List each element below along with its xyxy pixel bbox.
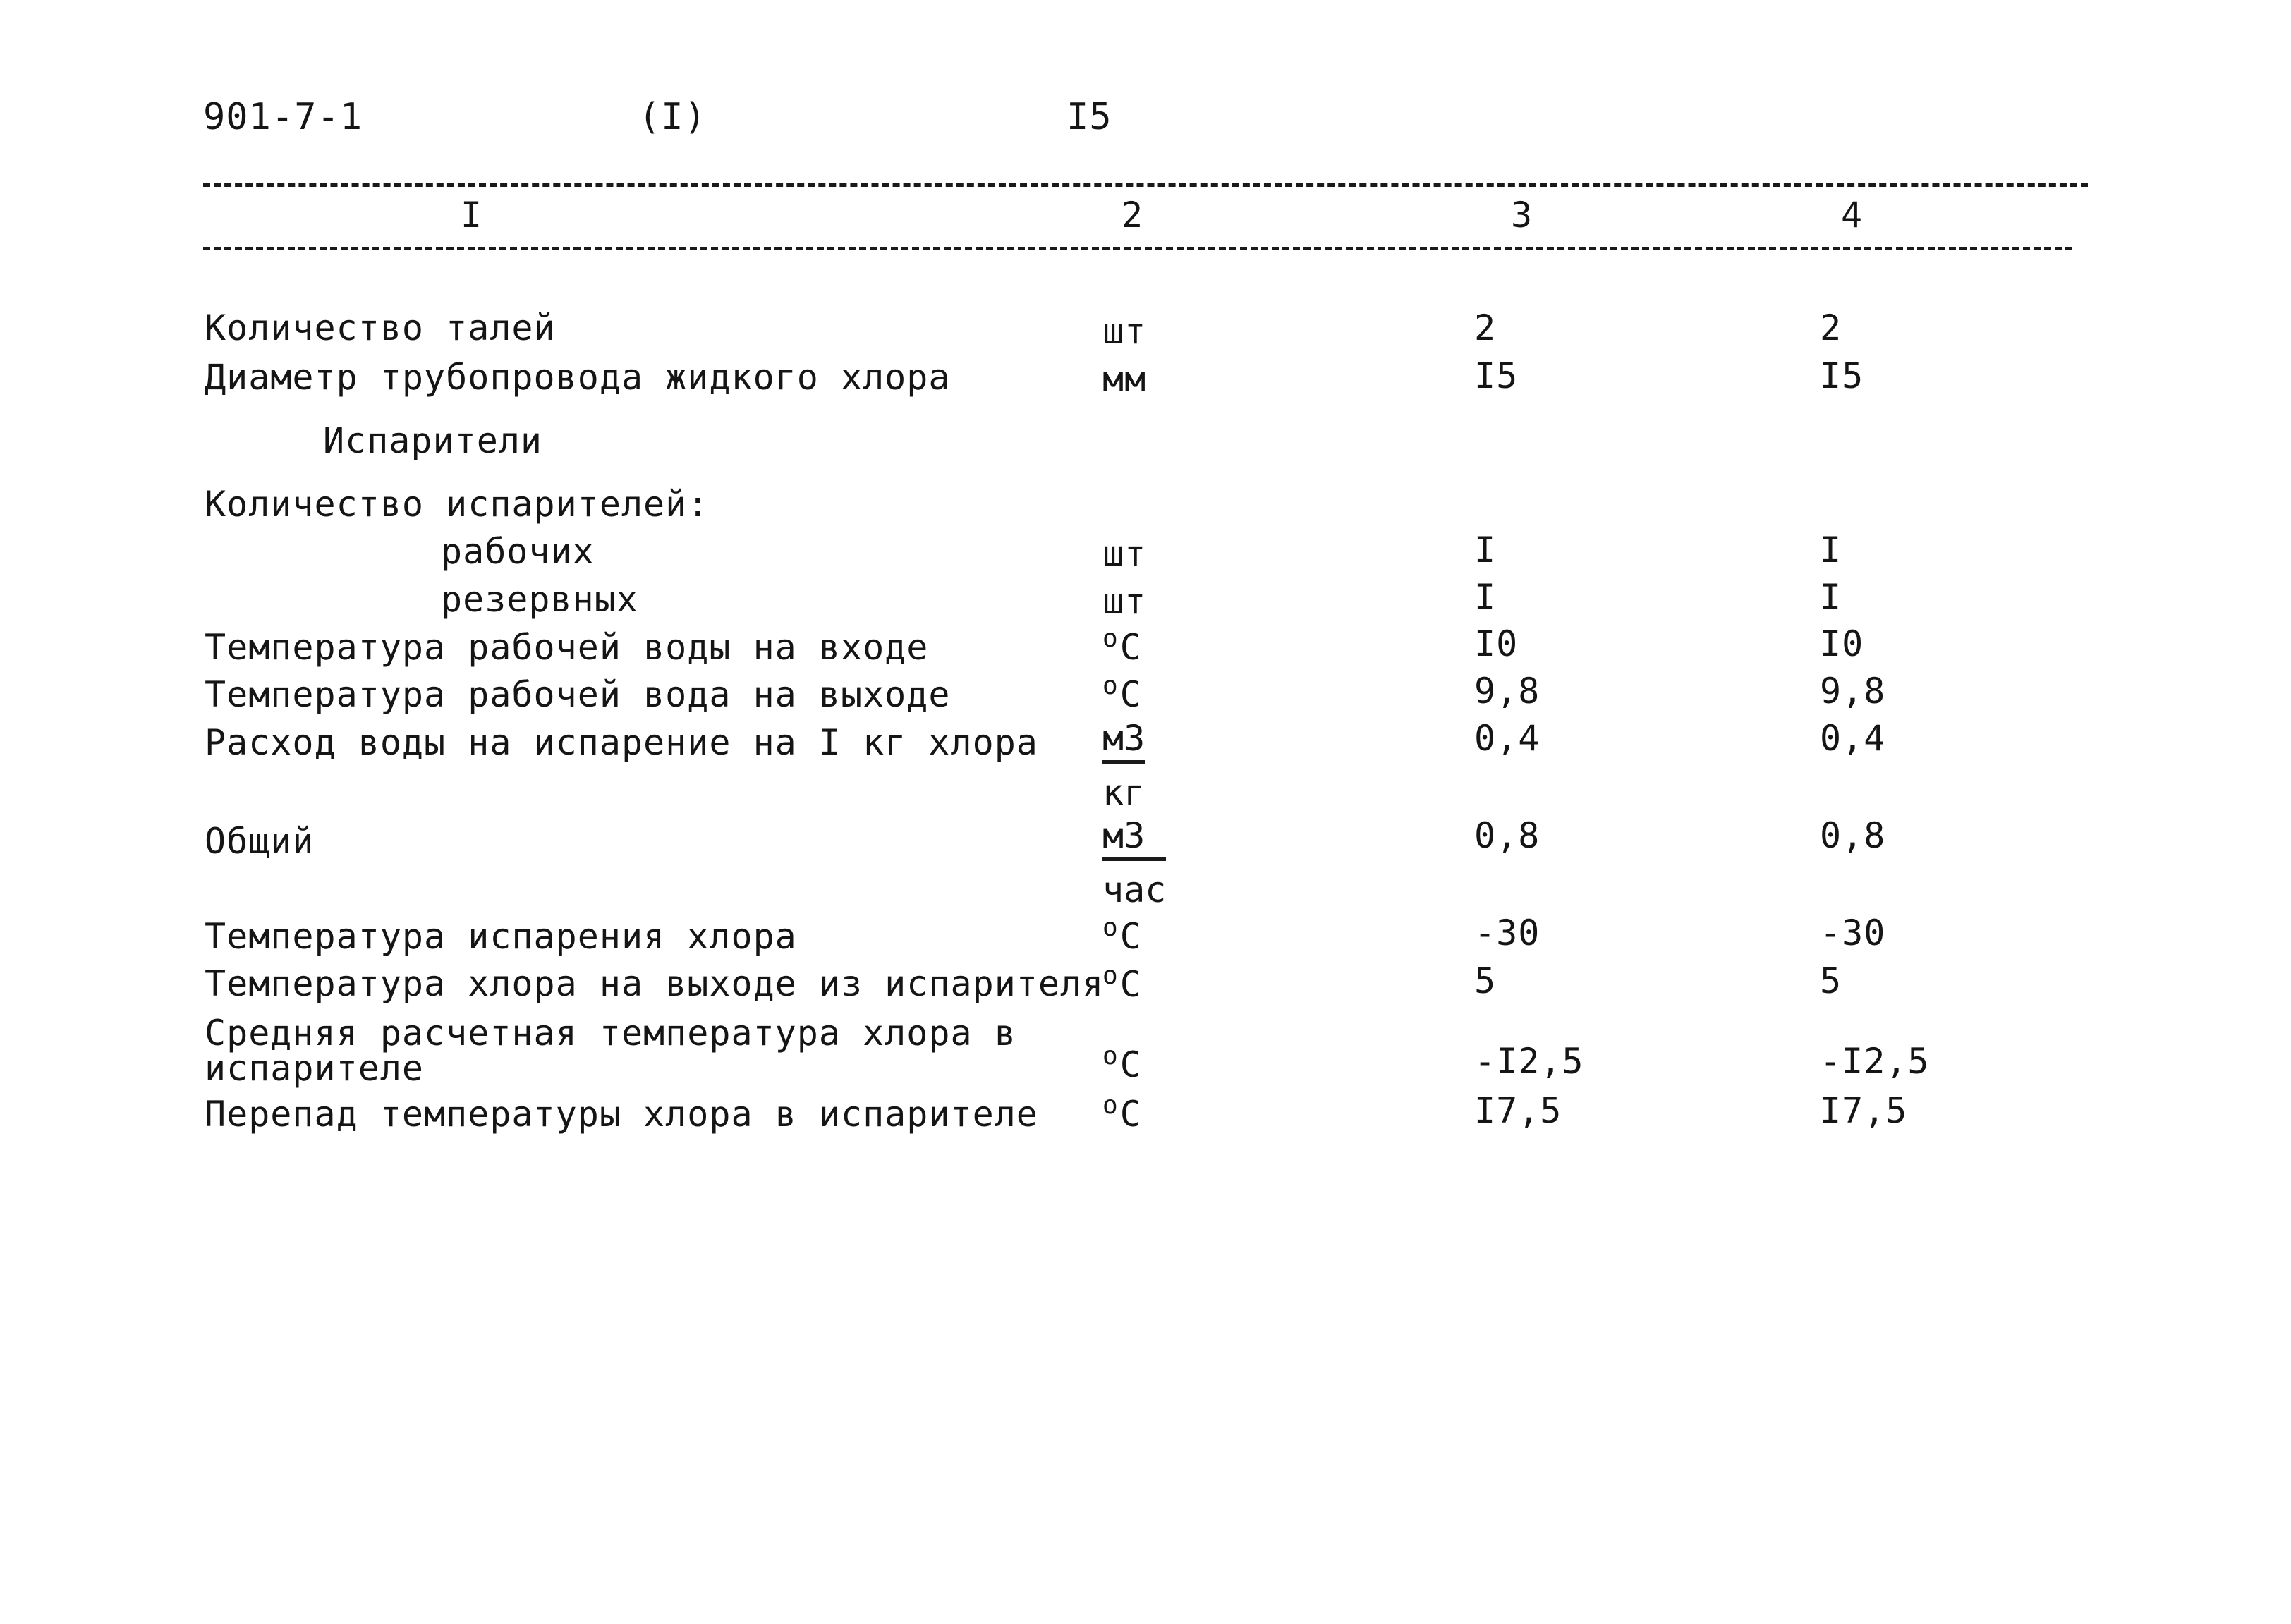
row-unit: шт	[1102, 533, 1147, 574]
row-label-line1: Средняя расчетная температура хлора в	[205, 1013, 1016, 1054]
row-value-col3: 9,8	[1474, 671, 1540, 712]
unit-denominator: час	[1102, 869, 1167, 910]
row-value-col3: I5	[1474, 355, 1519, 396]
row-unit: $^о$С	[1102, 1091, 1142, 1135]
header-top-rule	[203, 183, 2088, 187]
row-unit: $^о$С	[1102, 671, 1142, 715]
row-value-col4: -I2,5	[1820, 1041, 1930, 1082]
row-value-col4: I5	[1820, 355, 1864, 396]
row-value-col4: 9,8	[1820, 671, 1886, 712]
row-label: Количество талей	[205, 307, 556, 348]
row-label: Расход воды на испарение на I кг хлора	[205, 722, 1038, 763]
row-value-col4: I	[1820, 577, 1842, 618]
row-label-line2: испарителе	[205, 1048, 425, 1089]
row-unit: $^о$С	[1102, 1042, 1142, 1085]
row-label: Общий	[205, 821, 315, 862]
column-header-4: 4	[1841, 195, 1864, 236]
row-value-col3: 2	[1474, 307, 1497, 348]
row-value-col4: I7,5	[1820, 1090, 1908, 1131]
row-value-col4: 5	[1820, 960, 1842, 1001]
row-value-col3: I7,5	[1474, 1090, 1562, 1131]
row-label: рабочих	[441, 531, 595, 572]
row-unit-fraction	[1102, 815, 1167, 910]
row-label: Температура рабочей вода на выходе	[205, 674, 951, 715]
row-label: Количество испарителей:	[205, 484, 710, 525]
unit-numerator: м3	[1102, 721, 1145, 764]
section-heading: Испарители	[323, 420, 543, 461]
row-value-col3: 0,8	[1474, 815, 1540, 856]
row-value-col4: -30	[1820, 912, 1886, 953]
row-value-col4: I	[1820, 530, 1842, 570]
row-label: Температура рабочей воды на входе	[205, 627, 929, 668]
row-value-col3: -30	[1474, 912, 1540, 953]
row-value-col3: I0	[1474, 623, 1519, 664]
column-header-1: I	[461, 195, 483, 236]
row-value-col4: 0,4	[1820, 718, 1886, 759]
row-label: Температура испарения хлора	[205, 916, 797, 957]
row-unit: $^о$С	[1102, 961, 1142, 1005]
column-header-2: 2	[1122, 195, 1144, 236]
row-value-col3: -I2,5	[1474, 1041, 1584, 1082]
row-unit: мм	[1102, 359, 1147, 400]
document-part: (I)	[638, 96, 707, 138]
row-label: Температура хлора на выходе из испарителя	[205, 963, 1105, 1004]
unit-numerator: м3	[1102, 818, 1166, 861]
column-header-3: 3	[1511, 195, 1533, 236]
row-unit: $^о$С	[1102, 624, 1142, 668]
row-value-col4: 2	[1820, 307, 1842, 348]
row-value-col3: 0,4	[1474, 718, 1540, 759]
row-unit-fraction	[1102, 718, 1146, 813]
row-value-col3: I	[1474, 530, 1497, 570]
row-label: Диаметр трубопровода жидкого хлора	[205, 357, 951, 398]
unit-denominator: кг	[1102, 772, 1146, 813]
row-label: резервных	[441, 579, 638, 620]
page-number: I5	[1066, 96, 1112, 138]
row-unit: $^о$С	[1102, 913, 1142, 957]
row-unit: шт	[1102, 581, 1147, 622]
row-value-col3: I	[1474, 577, 1497, 618]
row-label: Перепад температуры хлора в испарителе	[205, 1094, 1038, 1135]
row-unit: шт	[1102, 311, 1147, 352]
row-value-col3: 5	[1474, 960, 1497, 1001]
header-bottom-rule	[203, 247, 2072, 250]
document-code: 901-7-1	[203, 96, 363, 138]
row-value-col4: 0,8	[1820, 815, 1886, 856]
row-value-col4: I0	[1820, 623, 1864, 664]
